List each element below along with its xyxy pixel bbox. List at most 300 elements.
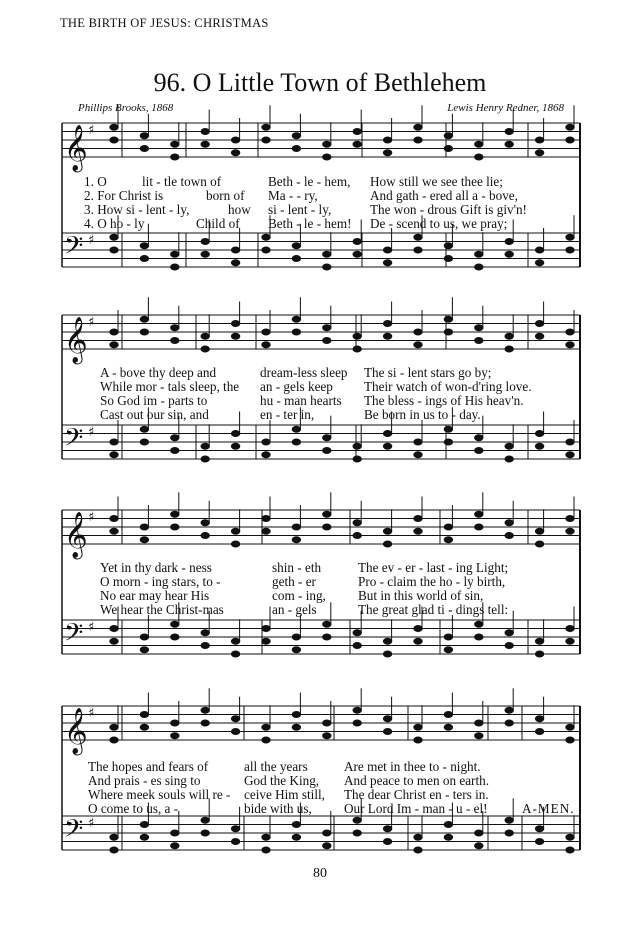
- note-head: [292, 822, 300, 828]
- lyric: How still we see thee lie;: [370, 174, 503, 189]
- lyric: Their watch of won-d'ring love.: [364, 379, 532, 394]
- note-head: [383, 826, 391, 832]
- note-head: [505, 533, 513, 539]
- note-head: [110, 626, 118, 632]
- note-head: [566, 247, 574, 253]
- note-head: [171, 435, 179, 441]
- note-head: [140, 146, 148, 152]
- lyric: So God im - parts to: [100, 393, 208, 408]
- lyric: Child of: [196, 216, 240, 231]
- note-head: [353, 707, 361, 713]
- note-head: [505, 817, 513, 823]
- note-head: [505, 443, 513, 449]
- note-head: [535, 839, 543, 845]
- treble-clef: 𝄞: [64, 125, 88, 171]
- lyric: si - lent - ly,: [268, 202, 332, 217]
- lyric: geth - er: [272, 574, 316, 589]
- note-head: [505, 630, 513, 636]
- verse-3-line-3: [0, 589, 640, 603]
- note-head: [566, 342, 574, 348]
- note-head: [262, 137, 270, 143]
- verse-2-line-2: [0, 380, 640, 394]
- note-head: [171, 448, 179, 454]
- verse-1-line-2: [0, 366, 640, 380]
- note-head: [353, 456, 361, 462]
- note-head: [353, 129, 361, 135]
- note-head: [292, 316, 300, 322]
- note-head: [323, 448, 331, 454]
- note-head: [535, 443, 543, 449]
- note-head: [535, 729, 543, 735]
- note-head: [505, 129, 513, 135]
- note-head: [171, 720, 179, 726]
- note-head: [110, 234, 118, 240]
- note-head: [353, 533, 361, 539]
- note-head: [201, 630, 209, 636]
- note-head: [231, 247, 239, 253]
- note-head: [110, 528, 118, 534]
- verse-4-line-4: [0, 802, 640, 816]
- lyric: The hopes and fears of: [88, 759, 209, 774]
- key-sharp: ♯: [88, 510, 95, 526]
- note-head: [231, 716, 239, 722]
- note-head: [292, 256, 300, 262]
- note-head: [444, 133, 452, 139]
- note-head: [475, 251, 483, 257]
- note-head: [171, 830, 179, 836]
- lyric: bide with us,: [244, 801, 312, 816]
- note-head: [231, 651, 239, 657]
- note-head: [262, 439, 270, 445]
- lyric: com - ing,: [272, 588, 326, 603]
- note-head: [353, 630, 361, 636]
- note-head: [262, 638, 270, 644]
- bass-clef: 𝄢: [64, 231, 84, 267]
- note-head: [383, 333, 391, 339]
- note-head: [140, 316, 148, 322]
- note-head: [231, 839, 239, 845]
- note-head: [201, 520, 209, 526]
- note-head: [323, 154, 331, 160]
- hymn-number: 96.: [153, 68, 187, 97]
- note-head: [201, 643, 209, 649]
- lyric: The si - lent stars go by;: [364, 365, 492, 380]
- lyric: Our Lord Im - man - u - el!: [344, 801, 488, 816]
- lyric: 2. For Christ is: [84, 188, 164, 203]
- note-head: [171, 511, 179, 517]
- note-head: [323, 524, 331, 530]
- amen-label: A-MEN.: [522, 801, 575, 816]
- lyric: hu - man hearts: [260, 393, 342, 408]
- note-head: [353, 251, 361, 257]
- note-head: [292, 647, 300, 653]
- note-head: [383, 541, 391, 547]
- note-head: [201, 817, 209, 823]
- note-head: [110, 638, 118, 644]
- note-head: [444, 426, 452, 432]
- lyric: Yet in thy dark - ness: [100, 560, 212, 575]
- key-sharp: ♯: [88, 123, 95, 139]
- lyric: And peace to men on earth.: [344, 773, 490, 788]
- lyric: And gath - ered all a - bove,: [370, 188, 518, 203]
- key-sharp: ♯: [88, 315, 95, 331]
- note-head: [383, 137, 391, 143]
- lyric: While mor - tals sleep, the: [100, 379, 240, 394]
- key-sharp: ♯: [88, 233, 95, 249]
- lyric: De - scend to us, we pray;: [370, 216, 508, 231]
- note-head: [292, 426, 300, 432]
- lyric: 4. O ho - ly: [84, 216, 145, 231]
- note-head: [383, 443, 391, 449]
- key-sharp: ♯: [88, 425, 95, 441]
- note-head: [444, 316, 452, 322]
- note-head: [140, 647, 148, 653]
- note-head: [231, 528, 239, 534]
- note-head: [201, 707, 209, 713]
- note-head: [475, 511, 483, 517]
- note-head: [231, 333, 239, 339]
- note-head: [262, 626, 270, 632]
- note-head: [110, 439, 118, 445]
- note-head: [535, 638, 543, 644]
- note-head: [444, 439, 452, 445]
- lyric: Ma - - ry,: [268, 188, 318, 203]
- note-head: [505, 251, 513, 257]
- note-head: [414, 638, 422, 644]
- note-head: [383, 528, 391, 534]
- note-head: [323, 733, 331, 739]
- note-head: [140, 834, 148, 840]
- lyric: all the years: [244, 759, 308, 774]
- lyric: A - bove thy deep and: [100, 365, 217, 380]
- note-head: [231, 638, 239, 644]
- note-head: [475, 634, 483, 640]
- lyric: We hear the Christ-mas: [100, 602, 224, 617]
- note-head: [505, 720, 513, 726]
- note-head: [566, 638, 574, 644]
- note-head: [140, 256, 148, 262]
- note-head: [444, 822, 452, 828]
- note-head: [566, 124, 574, 130]
- note-head: [262, 124, 270, 130]
- note-head: [323, 621, 331, 627]
- note-head: [475, 448, 483, 454]
- note-head: [292, 146, 300, 152]
- note-head: [140, 537, 148, 543]
- note-head: [171, 141, 179, 147]
- note-head: [140, 243, 148, 249]
- note-head: [353, 346, 361, 352]
- note-head: [201, 251, 209, 257]
- note-head: [535, 247, 543, 253]
- note-head: [383, 150, 391, 156]
- note-head: [505, 346, 513, 352]
- note-head: [171, 264, 179, 270]
- note-head: [292, 524, 300, 530]
- verse-3-line-2: [0, 394, 640, 408]
- verse-2-line-3: [0, 575, 640, 589]
- note-head: [566, 724, 574, 730]
- note-head: [231, 443, 239, 449]
- note-head: [444, 524, 452, 530]
- note-head: [414, 342, 422, 348]
- note-head: [505, 141, 513, 147]
- lyric: 3. How si - lent - ly,: [84, 202, 190, 217]
- note-head: [444, 834, 452, 840]
- verse-2-line-4: [0, 774, 640, 788]
- note-head: [414, 247, 422, 253]
- lyric: Beth - le - hem!: [268, 216, 352, 231]
- note-head: [110, 137, 118, 143]
- note-head: [231, 321, 239, 327]
- lyric: And prais - es sing to: [88, 773, 201, 788]
- verse-3-line-4: [0, 788, 640, 802]
- lyric: God the King,: [244, 773, 320, 788]
- note-head: [231, 137, 239, 143]
- note-head: [414, 626, 422, 632]
- note-head: [566, 329, 574, 335]
- verse-1-line-3: [0, 561, 640, 575]
- note-head: [353, 720, 361, 726]
- lyric: The dear Christ en - ters in.: [344, 787, 489, 802]
- verse-3-line-1: [0, 203, 640, 217]
- note-head: [383, 638, 391, 644]
- note-head: [201, 346, 209, 352]
- note-head: [566, 234, 574, 240]
- key-sharp: ♯: [88, 620, 95, 636]
- note-head: [383, 431, 391, 437]
- note-head: [262, 342, 270, 348]
- note-head: [140, 133, 148, 139]
- note-head: [566, 528, 574, 534]
- note-head: [323, 830, 331, 836]
- note-head: [292, 439, 300, 445]
- note-head: [323, 511, 331, 517]
- note-head: [444, 243, 452, 249]
- note-head: [262, 834, 270, 840]
- note-head: [475, 524, 483, 530]
- lyric: O morn - ing stars, to -: [100, 574, 221, 589]
- note-head: [444, 634, 452, 640]
- bass-clef: 𝄢: [64, 814, 84, 850]
- note-head: [110, 342, 118, 348]
- key-sharp: ♯: [88, 816, 95, 832]
- note-head: [110, 834, 118, 840]
- note-head: [292, 537, 300, 543]
- note-head: [231, 826, 239, 832]
- note-head: [444, 647, 452, 653]
- note-head: [323, 435, 331, 441]
- note-head: [201, 720, 209, 726]
- note-head: [535, 333, 543, 339]
- lyric: an - gels: [272, 602, 317, 617]
- note-head: [505, 830, 513, 836]
- note-head: [535, 541, 543, 547]
- note-head: [475, 154, 483, 160]
- note-head: [110, 724, 118, 730]
- lyric: ceive Him still,: [244, 787, 325, 802]
- note-head: [292, 712, 300, 718]
- note-head: [566, 137, 574, 143]
- note-head: [323, 843, 331, 849]
- note-head: [262, 737, 270, 743]
- lyric: born of: [206, 188, 245, 203]
- note-head: [475, 621, 483, 627]
- note-head: [353, 443, 361, 449]
- lyric: Beth - le - hem,: [268, 174, 351, 189]
- note-head: [262, 724, 270, 730]
- note-head: [444, 724, 452, 730]
- verse-1-line-4: [0, 760, 640, 774]
- note-head: [201, 533, 209, 539]
- lyric: an - gels keep: [260, 379, 333, 394]
- note-head: [414, 528, 422, 534]
- lyric: shin - eth: [272, 560, 322, 575]
- note-head: [444, 146, 452, 152]
- note-head: [566, 626, 574, 632]
- key-sharp: ♯: [88, 706, 95, 722]
- note-head: [262, 452, 270, 458]
- note-head: [535, 150, 543, 156]
- note-head: [140, 426, 148, 432]
- note-head: [535, 528, 543, 534]
- note-head: [171, 634, 179, 640]
- note-head: [414, 516, 422, 522]
- note-head: [262, 847, 270, 853]
- note-head: [475, 141, 483, 147]
- note-head: [140, 329, 148, 335]
- note-head: [292, 724, 300, 730]
- note-head: [535, 137, 543, 143]
- note-head: [140, 634, 148, 640]
- note-head: [140, 712, 148, 718]
- note-head: [140, 822, 148, 828]
- note-head: [535, 431, 543, 437]
- lyric: dream-less sleep: [260, 365, 348, 380]
- verse-4-line-1: [0, 217, 640, 231]
- note-head: [414, 724, 422, 730]
- note-head: [110, 737, 118, 743]
- note-head: [262, 234, 270, 240]
- verse-2-line-1: [0, 189, 640, 203]
- lyric: lit - tle town of: [142, 174, 222, 189]
- note-head: [414, 234, 422, 240]
- note-head: [444, 329, 452, 335]
- note-head: [566, 847, 574, 853]
- bass-clef: 𝄢: [64, 423, 84, 459]
- note-head: [414, 452, 422, 458]
- note-head: [110, 452, 118, 458]
- note-head: [323, 720, 331, 726]
- lyric: O come to us, a -: [88, 801, 179, 816]
- note-head: [171, 251, 179, 257]
- section-heading: THE BIRTH OF JESUS: CHRISTMAS: [60, 16, 269, 30]
- page-number: 80: [313, 866, 327, 881]
- note-head: [353, 141, 361, 147]
- note-head: [231, 541, 239, 547]
- bass-clef: 𝄢: [64, 618, 84, 654]
- note-head: [140, 439, 148, 445]
- note-head: [383, 716, 391, 722]
- note-head: [171, 154, 179, 160]
- note-head: [262, 329, 270, 335]
- note-head: [535, 826, 543, 832]
- treble-clef: 𝄞: [64, 512, 88, 558]
- note-head: [505, 643, 513, 649]
- note-head: [383, 260, 391, 266]
- note-head: [110, 516, 118, 522]
- note-head: [566, 834, 574, 840]
- note-head: [505, 520, 513, 526]
- note-head: [505, 333, 513, 339]
- note-head: [535, 716, 543, 722]
- note-head: [475, 843, 483, 849]
- note-head: [171, 524, 179, 530]
- note-head: [414, 329, 422, 335]
- note-head: [262, 247, 270, 253]
- note-head: [140, 724, 148, 730]
- note-head: [262, 528, 270, 534]
- verse-4-line-3: [0, 603, 640, 617]
- note-head: [231, 431, 239, 437]
- note-head: [323, 325, 331, 331]
- note-head: [171, 338, 179, 344]
- note-head: [262, 516, 270, 522]
- note-head: [566, 439, 574, 445]
- lyric: The won - drous Gift is giv'n!: [370, 202, 527, 217]
- note-head: [383, 839, 391, 845]
- note-head: [444, 712, 452, 718]
- lyric: how: [228, 202, 251, 217]
- note-head: [383, 247, 391, 253]
- lyric: Be born in us to - day.: [364, 407, 481, 422]
- note-head: [475, 338, 483, 344]
- note-head: [414, 124, 422, 130]
- note-head: [535, 651, 543, 657]
- note-head: [323, 634, 331, 640]
- note-head: [323, 338, 331, 344]
- note-head: [110, 247, 118, 253]
- note-head: [292, 329, 300, 335]
- note-head: [323, 141, 331, 147]
- note-head: [140, 524, 148, 530]
- note-head: [475, 720, 483, 726]
- treble-clef: 𝄞: [64, 317, 88, 363]
- lyric: Where meek souls will re -: [88, 787, 231, 802]
- note-head: [505, 456, 513, 462]
- note-head: [292, 133, 300, 139]
- note-head: [323, 264, 331, 270]
- lyric: Pro - claim the ho - ly birth,: [358, 574, 506, 589]
- hymn-name: O Little Town of Bethlehem: [192, 68, 487, 97]
- note-head: [292, 243, 300, 249]
- note-head: [201, 443, 209, 449]
- note-head: [110, 124, 118, 130]
- lyric: No ear may hear His: [100, 588, 210, 603]
- lyric: The great glad ti - dings tell:: [358, 602, 509, 617]
- lyric: The ev - er - last - ing Light;: [358, 560, 509, 575]
- note-head: [353, 643, 361, 649]
- note-head: [475, 325, 483, 331]
- lyric: The bless - ings of His heav'n.: [364, 393, 524, 408]
- note-head: [383, 651, 391, 657]
- note-head: [231, 729, 239, 735]
- note-head: [475, 830, 483, 836]
- note-head: [566, 737, 574, 743]
- words-credit: Phillips Brooks, 1868: [78, 102, 174, 114]
- note-head: [414, 737, 422, 743]
- note-head: [201, 239, 209, 245]
